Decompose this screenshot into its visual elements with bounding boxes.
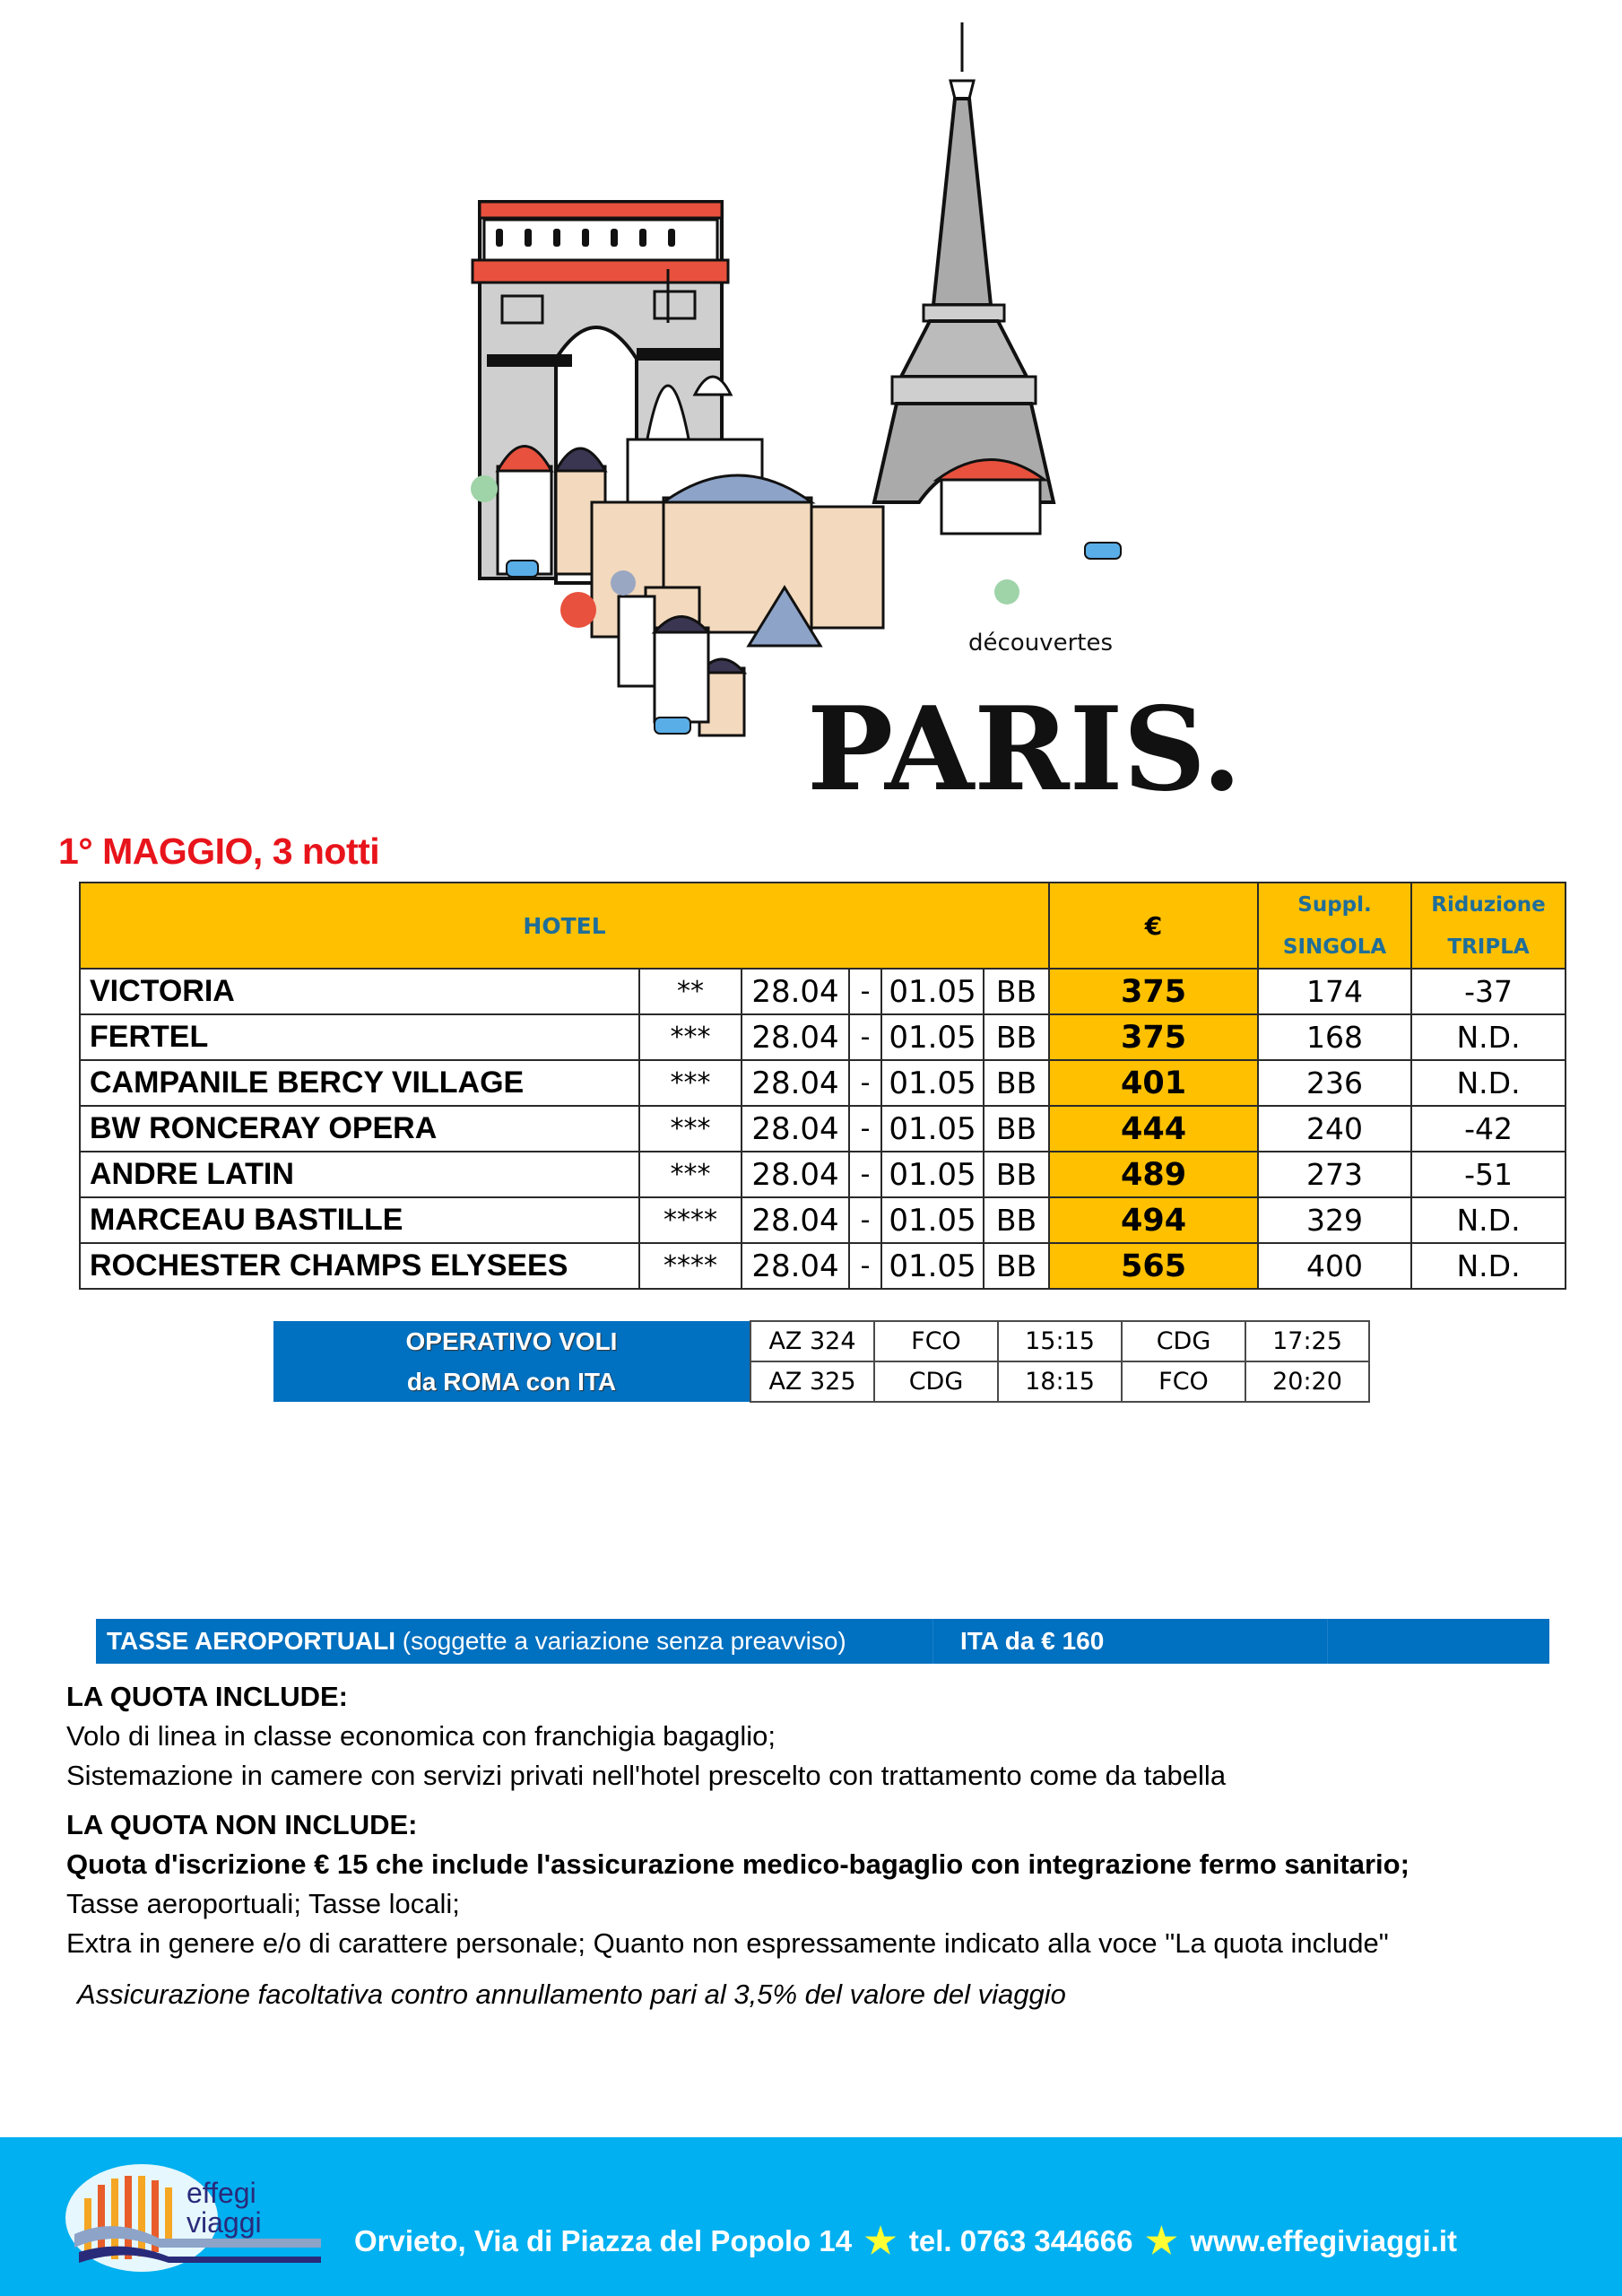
- triple-reduction: N.D.: [1411, 1197, 1566, 1243]
- hotel-stars: ***: [639, 1106, 742, 1152]
- flight-row: [273, 1361, 1369, 1402]
- includes-section: [66, 1677, 1226, 1796]
- hotel-stars: ***: [639, 1060, 742, 1106]
- excludes-item: Extra in genere e/o di carattere personale; Quanto non espressamente indicato alla voce "La quota include": [66, 1927, 1389, 1959]
- table-row: [80, 1014, 1566, 1060]
- phone[interactable]: tel. 0763 344666: [908, 2224, 1133, 2257]
- taxes-label: [96, 1627, 932, 1656]
- board-type: BB: [984, 1106, 1049, 1152]
- illustration-city: PARIS.: [807, 683, 1242, 817]
- hotel-stars: ***: [639, 1014, 742, 1060]
- price: 565: [1049, 1243, 1258, 1289]
- logo-line2: viaggi: [186, 2206, 262, 2239]
- flight-number: AZ 324: [750, 1321, 874, 1361]
- date-separator: -: [849, 1243, 881, 1289]
- board-type: BB: [984, 1060, 1049, 1106]
- flight-departure: 15:15: [998, 1321, 1122, 1361]
- flights-label-line1: OPERATIVO VOLI: [273, 1321, 750, 1361]
- hotel-name: ROCHESTER CHAMPS ELYSEES: [80, 1243, 639, 1289]
- taxes-empty-cell: [1327, 1619, 1549, 1664]
- flight-origin: FCO: [874, 1321, 998, 1361]
- date-to: 01.05: [881, 969, 984, 1014]
- board-type: BB: [984, 969, 1049, 1014]
- flight-destination: FCO: [1122, 1361, 1245, 1402]
- triple-reduction: -51: [1411, 1152, 1566, 1197]
- taxes-value: ITA da € 160: [932, 1619, 1327, 1664]
- website-link[interactable]: www.effegiviaggi.it: [1190, 2224, 1457, 2257]
- table-row: [80, 1152, 1566, 1197]
- date-separator: -: [849, 1152, 881, 1197]
- flight-origin: CDG: [874, 1361, 998, 1402]
- header-triple-bottom: TRIPLA: [1411, 926, 1566, 969]
- taxes-label-note: (soggette a variazione senza preavviso): [395, 1627, 846, 1655]
- single-supplement: 273: [1258, 1152, 1411, 1197]
- date-from: 28.04: [742, 1197, 849, 1243]
- eiffel-tower-drawing: [874, 22, 1054, 502]
- price: 489: [1049, 1152, 1258, 1197]
- single-supplement: 174: [1258, 969, 1411, 1014]
- triple-reduction: N.D.: [1411, 1060, 1566, 1106]
- flight-departure: 18:15: [998, 1361, 1122, 1402]
- price: 444: [1049, 1106, 1258, 1152]
- date-from: 28.04: [742, 969, 849, 1014]
- hotel-stars: ***: [639, 1152, 742, 1197]
- illustration-subtitle: découvertes: [968, 630, 1113, 657]
- header-triple-top: Riduzione: [1411, 883, 1566, 926]
- taxes-label-bold: TASSE AEROPORTUALI: [107, 1627, 396, 1655]
- includes-heading: LA QUOTA INCLUDE:: [66, 1681, 348, 1712]
- date-separator: -: [849, 1014, 881, 1060]
- footer: [0, 2137, 1622, 2296]
- date-separator: -: [849, 969, 881, 1014]
- flight-arrival: 17:25: [1245, 1321, 1369, 1361]
- single-supplement: 329: [1258, 1197, 1411, 1243]
- hotel-stars: ****: [639, 1197, 742, 1243]
- insurance-note: Assicurazione facoltativa contro annullamento pari al 3,5% del valore del viaggio: [77, 1979, 1066, 2010]
- star-icon: ★: [1145, 2222, 1178, 2261]
- includes-item: Volo di linea in classe economica con franchigia bagaglio;: [66, 1720, 776, 1752]
- flight-row: [273, 1321, 1369, 1361]
- date-from: 28.04: [742, 1060, 849, 1106]
- board-type: BB: [984, 1197, 1049, 1243]
- price: 494: [1049, 1197, 1258, 1243]
- header-hotel: HOTEL: [80, 883, 1049, 969]
- includes-item: Sistemazione in camere con servizi privati nell'hotel prescelto con trattamento come da tabella: [66, 1760, 1227, 1791]
- triple-reduction: N.D.: [1411, 1243, 1566, 1289]
- table-row: [80, 1106, 1566, 1152]
- hotels-table: [79, 882, 1566, 1290]
- logo-line1: effegi: [186, 2177, 256, 2209]
- flight-number: AZ 325: [750, 1361, 874, 1402]
- board-type: BB: [984, 1014, 1049, 1060]
- date-to: 01.05: [881, 1152, 984, 1197]
- table-row: [80, 1243, 1566, 1289]
- airport-taxes-bar: [96, 1619, 1549, 1664]
- carousel-drawing: [937, 460, 1045, 535]
- table-row: [80, 969, 1566, 1014]
- table-row: [80, 1060, 1566, 1106]
- date-separator: -: [849, 1197, 881, 1243]
- table-row: [80, 1197, 1566, 1243]
- header-single-top: Suppl.: [1258, 883, 1411, 926]
- flights-label-line2: da ROMA con ITA: [273, 1361, 750, 1402]
- board-type: BB: [984, 1152, 1049, 1197]
- contact-line: [354, 2223, 1457, 2259]
- triple-reduction: -42: [1411, 1106, 1566, 1152]
- date-to: 01.05: [881, 1197, 984, 1243]
- price: 375: [1049, 969, 1258, 1014]
- excludes-bold-item: Quota d'iscrizione € 15 che include l'assicurazione medico-bagaglio con integrazione fermo sanitario;: [66, 1848, 1409, 1880]
- triple-reduction: N.D.: [1411, 1014, 1566, 1060]
- excludes-section: [66, 1805, 1409, 1963]
- hotel-name: MARCEAU BASTILLE: [80, 1197, 639, 1243]
- triple-reduction: -37: [1411, 969, 1566, 1014]
- date-to: 01.05: [881, 1243, 984, 1289]
- price: 401: [1049, 1060, 1258, 1106]
- hotel-name: ANDRE LATIN: [80, 1152, 639, 1197]
- hotel-stars: ****: [639, 1243, 742, 1289]
- flight-destination: CDG: [1122, 1321, 1245, 1361]
- date-separator: -: [849, 1106, 881, 1152]
- hotel-name: CAMPANILE BERCY VILLAGE: [80, 1060, 639, 1106]
- date-separator: -: [849, 1060, 881, 1106]
- effegi-viaggi-logo: [61, 2162, 330, 2274]
- board-type: BB: [984, 1243, 1049, 1289]
- date-from: 28.04: [742, 1014, 849, 1060]
- star-icon: ★: [864, 2222, 897, 2261]
- single-supplement: 236: [1258, 1060, 1411, 1106]
- single-supplement: 400: [1258, 1243, 1411, 1289]
- paris-illustration: [453, 0, 1242, 817]
- date-to: 01.05: [881, 1060, 984, 1106]
- single-supplement: 240: [1258, 1106, 1411, 1152]
- hotel-name: FERTEL: [80, 1014, 639, 1060]
- flights-table: [273, 1320, 1370, 1403]
- flight-arrival: 20:20: [1245, 1361, 1369, 1402]
- date-to: 01.05: [881, 1106, 984, 1152]
- address: Orvieto, Via di Piazza del Popolo 14: [354, 2224, 853, 2257]
- price: 375: [1049, 1014, 1258, 1060]
- date-from: 28.04: [742, 1243, 849, 1289]
- hotel-name: BW RONCERAY OPERA: [80, 1106, 639, 1152]
- excludes-item: Tasse aeroportuali; Tasse locali;: [66, 1888, 460, 1919]
- header-price: €: [1049, 883, 1258, 969]
- date-from: 28.04: [742, 1106, 849, 1152]
- hotel-stars: **: [639, 969, 742, 1014]
- excludes-heading: LA QUOTA NON INCLUDE:: [66, 1809, 418, 1840]
- date-from: 28.04: [742, 1152, 849, 1197]
- single-supplement: 168: [1258, 1014, 1411, 1060]
- header-single-bottom: SINGOLA: [1258, 926, 1411, 969]
- hotel-name: VICTORIA: [80, 969, 639, 1014]
- date-to: 01.05: [881, 1014, 984, 1060]
- page-title: 1° MAGGIO, 3 notti: [58, 831, 380, 872]
